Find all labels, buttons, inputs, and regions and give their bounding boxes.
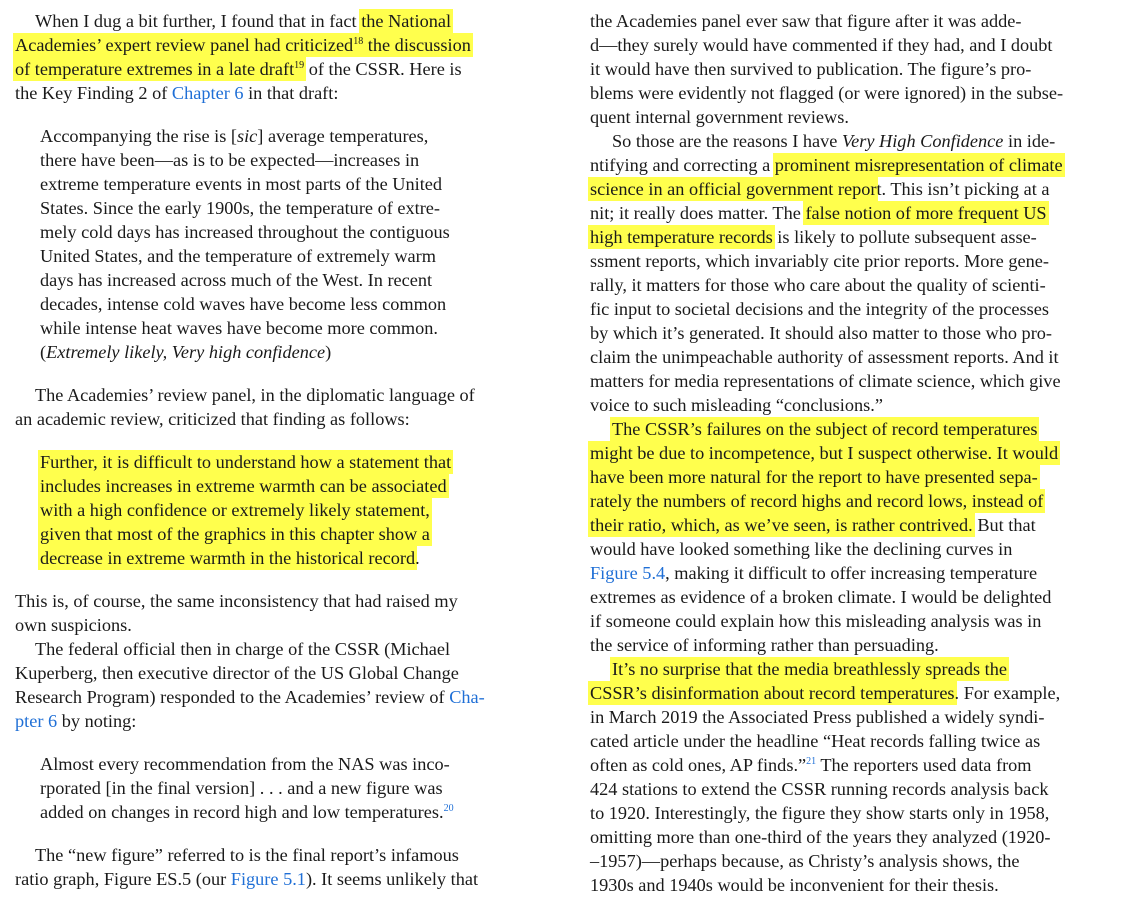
right-p3-line-7: Figure 5.4, making it difficult to offer increasing temperature [590, 563, 1038, 583]
chapter-6-link[interactable]: Chapter 6 [171, 83, 244, 103]
right-p2-line-1: So those are the reasons I have Very High Confidence in ide- [612, 131, 1056, 151]
right-p1-line-5: quent internal government reviews. [590, 107, 849, 127]
right-p1-line-3: it would have then survived to publication. The figure’s pro- [590, 59, 1032, 79]
chapter-6-link-2[interactable]: Cha- [449, 687, 485, 707]
right-p2-line-4: nit; it really does matter. The false notion of more frequent US [590, 203, 1047, 223]
highlight: the National [361, 11, 452, 31]
quote1-line-3: extreme temperature events in most parts of the United [40, 174, 443, 194]
quote3-line-1: Almost every recommendation from the NAS was inco- [40, 754, 450, 774]
highlight: It’s no surprise that the media breathlessly spreads the [612, 659, 1007, 679]
left-p1-line-2 [15, 33, 471, 57]
left-p5-line-1: The “new figure” referred to is the final report’s infamous [35, 845, 459, 865]
right-p2-line-10: claim the unimpeachable authority of assessment reports. And it [590, 347, 1059, 367]
highlight: prominent misrepresentation of climate [774, 155, 1063, 175]
left-p4-line-2: Kuperberg, then executive director of the US Global Change [15, 663, 459, 683]
highlight: rately the numbers of record highs and record lows, instead of [590, 491, 1044, 511]
footnote-ref-19[interactable]: 19 [294, 60, 305, 71]
highlight: The CSSR’s failures on the subject of record temperatures [612, 419, 1038, 439]
quote2-line-3 [40, 498, 430, 522]
left-p1-line-3: of temperature extremes in a late draft$^{19}$ of the CSSR. Here is [15, 59, 462, 79]
left-p4-line-1: The federal official then in charge of the CSSR (Michael [35, 639, 451, 659]
right-p2-line-11: matters for media representations of climate science, which give [590, 371, 1061, 391]
right-p3-line-8: extremes as evidence of a broken climate. I would be delighted [590, 587, 1052, 607]
right-p3-line-1 [612, 417, 1037, 441]
right-p4-line-8: omitting more than one-third of the years they analyzed (1920- [590, 827, 1051, 847]
quote3-line-3: added on changes in record high and low temperatures.$^{20}$ [40, 802, 454, 822]
right-p4-line-2: CSSR’s disinformation about record temperatures. For example, [590, 683, 1061, 703]
quote1-line-6: United States, and the temperature of extremely warm [40, 246, 436, 266]
quote1-line-8: decades, intense cold waves have become less common [40, 294, 447, 314]
highlight: high temperature records [590, 227, 773, 247]
left-p1-line-4: the Key Finding 2 of Chapter 6 in that draft: [15, 83, 339, 103]
highlight: includes increases in extreme warmth can be associated [40, 476, 447, 496]
left-p3-line-1: This is, of course, the same inconsistency that had raised my [15, 591, 458, 611]
right-p1-line-1: the Academies panel ever saw that figure after it was adde- [590, 11, 1022, 31]
highlight: decrease in extreme warmth in the historical record [40, 548, 416, 568]
right-p2-line-12: voice to such misleading “conclusions.” [590, 395, 883, 415]
highlight: false notion of more frequent US [805, 203, 1047, 223]
left-p4-line-4: pter 6 by noting: [15, 711, 137, 731]
figure-5-4-link[interactable]: Figure 5.4 [590, 563, 666, 583]
highlight: might be due to incompetence, but I suspect otherwise. It would [590, 443, 1059, 463]
left-p4-line-3: Research Program) responded to the Academies’ review of Cha- [15, 687, 485, 707]
right-p3-line-9: if someone could explain how this misleading analysis was in [590, 611, 1042, 631]
highlight: of temperature extremes in a late draft$^{19}$ [15, 59, 305, 79]
right-p3-line-6: would have looked something like the declining curves in [590, 539, 1013, 559]
quote1-line-7: days has increased across much of the West. In recent [40, 270, 433, 290]
right-p1-line-2: d—they surely would have commented if they had, and I doubt [590, 35, 1053, 55]
highlight: Academies’ expert review panel had criticized$^{18}$ the discussion [15, 35, 471, 55]
right-p2-line-3: science in an official government report. This isn’t picking at a [590, 179, 1050, 199]
right-p3-line-4 [590, 489, 1043, 513]
right-p4-line-4: cated article under the headline “Heat records falling twice as [590, 731, 1041, 751]
right-p2-line-7: rally, it matters for those who care about the quality of scienti- [590, 275, 1046, 295]
right-p2-line-5: high temperature records is likely to pollute subsequent asse- [590, 227, 1037, 247]
highlight: with a high confidence or extremely likely statement, [40, 500, 430, 520]
left-p5-line-2: ratio graph, Figure ES.5 (our Figure 5.1). It seems unlikely that [15, 869, 479, 889]
right-p3-line-3 [590, 465, 1038, 489]
quote2-line-5: decrease in extreme warmth in the historical record. [40, 548, 420, 568]
right-p4-line-9: –1957)—perhaps because, as Christy’s analysis shows, the [590, 851, 1020, 871]
right-p2-line-9: by which it’s generated. It should also matter to those who pro- [590, 323, 1053, 343]
chapter-6-link-2-cont[interactable]: pter 6 [15, 711, 58, 731]
right-p3-line-2 [590, 441, 1058, 465]
highlight: science in an official government repor [590, 179, 877, 199]
quote3-line-2: rporated [in the final version] . . . and a new figure was [40, 778, 443, 798]
quote1-line-2: there have been—as is to be expected—increases in [40, 150, 420, 170]
right-p4-line-3: in March 2019 the Associated Press published a widely syndi- [590, 707, 1045, 727]
right-p2-line-6: ssment reports, which invariably cite prior reports. More gene- [590, 251, 1049, 271]
quote2-line-2 [40, 474, 447, 498]
left-p2-line-1: The Academies’ review panel, in the diplomatic language of [35, 385, 475, 405]
footnote-ref-21[interactable]: 21 [806, 756, 817, 767]
quote1-line-10: (Extremely likely, Very high confidence) [40, 342, 332, 362]
right-p4-line-1 [612, 657, 1007, 681]
left-p2-line-2: an academic review, criticized that finding as follows: [15, 409, 410, 429]
footnote-ref-18[interactable]: 18 [353, 36, 364, 47]
highlight: Further, it is difficult to understand how a statement that [40, 452, 452, 472]
footnote-ref-20[interactable]: 20 [443, 803, 454, 814]
highlight: CSSR’s disinformation about record temperatures [590, 683, 955, 703]
left-p3-line-2: own suspicions. [15, 615, 132, 635]
highlight: their ratio, which, as we’ve seen, is rather contrived. [590, 515, 973, 535]
right-p4-line-10: 1930s and 1940s would be inconvenient for their thesis. [590, 875, 999, 895]
quote1-line-4: States. Since the early 1900s, the temperature of extre- [40, 198, 441, 218]
quote1-line-9: while intense heat waves have become more common. [40, 318, 438, 338]
quote1-line-1: Accompanying the rise is [sic] average temperatures, [40, 126, 429, 146]
figure-5-1-link[interactable]: Figure 5.1 [230, 869, 306, 889]
quote1-line-5: mely cold days has increased throughout the contiguous [40, 222, 450, 242]
right-p2-line-2: ntifying and correcting a prominent misrepresentation of climate [590, 155, 1063, 175]
right-p3-line-5: their ratio, which, as we’ve seen, is rather contrived. But that [590, 515, 1036, 535]
quote2-line-1 [40, 450, 451, 474]
right-p1-line-4: blems were evidently not flagged (or were ignored) in the subse- [590, 83, 1064, 103]
highlight: given that most of the graphics in this chapter show a [40, 524, 430, 544]
right-p4-line-7: to 1920. Interestingly, the figure they show starts only in 1958, [590, 803, 1050, 823]
right-p4-line-5: often as cold ones, AP finds.”$^{21}$ The reporters used data from [590, 755, 1032, 775]
right-p2-line-8: fic input to societal decisions and the integrity of the processes [590, 299, 1049, 319]
right-p3-line-10: the service of informing rather than persuading. [590, 635, 939, 655]
highlight: have been more natural for the report to have presented sepa- [590, 467, 1038, 487]
right-p4-line-6: 424 stations to extend the CSSR running records analysis back [590, 779, 1049, 799]
quote2-line-4 [40, 522, 430, 546]
left-p1-line-1: When I dug a bit further, I found that in fact the National [35, 11, 452, 31]
